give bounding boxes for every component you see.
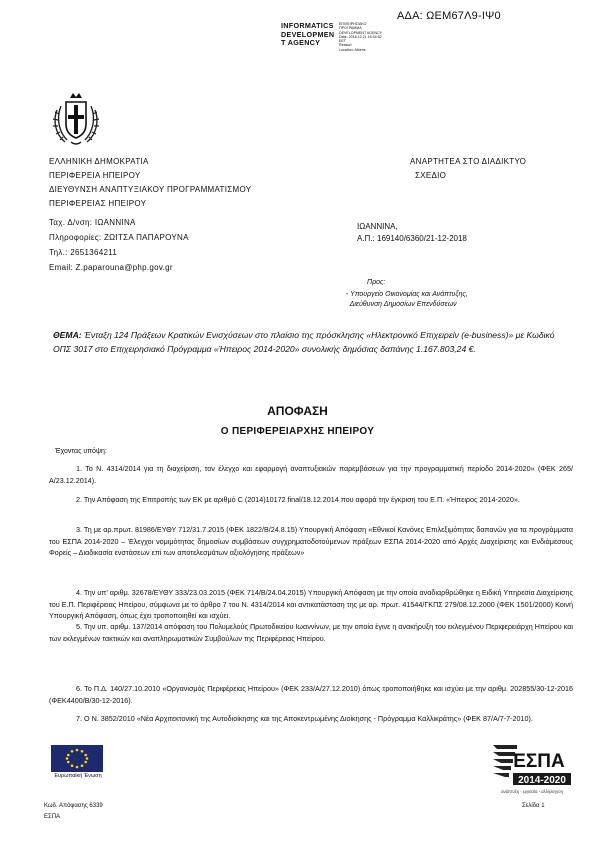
espa-title: ΕΣΠΑ [513,751,565,772]
eu-caption: Ευρωπαϊκή Ένωση [54,773,102,779]
consideration-item: 7. Ο Ν. 3852/2010 «Νέα Αρχιτεκτονική της Αυτοδιοίκησης και της Αποκεντρωμένης Διοίκησης - Πρόγραμμα Καλλικράτης» (ΦΕΚ 87/Α/7-7-2010). [76,714,533,723]
email-address: Email: Z.paparouna@php.gov.gr [49,263,173,272]
place-name: ΙΩΑΝΝΙΝΑ, [357,222,398,231]
region-name: ΠΕΡΙΦΕΡΕΙΑ ΗΠΕΙΡΟΥ [49,171,141,180]
ada-number: ΑΔΑ: ΩΕΜ67Λ9-ΙΨ0 [397,10,501,22]
agency-name-line: T AGENCY [281,38,321,48]
espa-logo-icon [491,743,573,797]
postal-address: Ταχ. Δ/νση: ΙΩΑΝΝΙΝΑ [49,218,136,227]
considering-label: Έχοντας υπόψη: [55,448,107,455]
signature-line: DEVELOPMENT AGENCY [339,30,383,35]
consideration-item: 3. Τη με αρ.πρωτ. 81986/ΕΥΘΥ 712/31.7.2015 (ΦΕΚ 1822/Β/24.8.15) Υπουργική Απόφαση «Εθνικοί Κανόνες Επιλεξιμότητας δαπανών για τα προγράμματα του ΕΣΠΑ 2014-2020 – Έλεγχοι νομιμότητας δημοσίων συμβάσεων συγχρηματοδοτούμενων πράξεων ΕΣΠΑ 2014-2020 από Αρχές Διαχείρισης και Ενδιάμεσους Φορείς – Διαδικασία ενστάσεων επί των αποτελεσμάτων αξιολόγησης πράξεων» [49,525,573,558]
decision-title: ΑΠΟΦΑΣΗ [267,404,328,418]
signature-line: ΠΡΟΓΡΑΜΜΑ [339,26,362,31]
consideration-item: 5. Την υπ. αριθμ. 137/2014 απόφαση του Πολυμελούς Πρωτοδικείου Ιωαννίνων, με την οποία έγινε η ανακήρυξη του εκλεγμένου Περιφερειάρχη Ηπείρου και των εκλεγμένων τακτικών και αναπληρωματικών Συμβούλων της Περιφέρειας Ηπείρου. [49,622,573,643]
consideration-item: 4. Την υπ' αριθμ. 32678/ΕΥΘΥ 333/23.03.2015 (ΦΕΚ 714/Β/24.04.2015) Υπουργική Απόφαση με την οποία αναδιαρθρώθηκε η Ειδική Υπηρεσία Διαχείρισης του Ε.Π. Περιφέρειας Ηπείρου, σύμφωνα με το άρθρο 7 του Ν. 4314/2014 και αντικατάσταση της με αρ. πρωτ. 41544/ΓΚΠΣ 279/08.12.2000 (ΦΕΚ 1501/2000) Κοινή Υπουργική Απόφαση, όπως έχει τροποποιηθεί και ισχύει. [49,588,573,621]
signature-line: Reason: [339,43,353,48]
consideration-item: 1. Το Ν. 4314/2014 για τη διαχείριση, τον έλεγχο και εφαρμογή αναπτυξιακών παρεμβάσεων για την προγραμματική περίοδο 2014-2020» (ΦΕΚ 265/Α/23.12.2014). [49,464,573,485]
subject-label: ΘΕΜΑ: [53,330,82,340]
agency-name-line: DEVELOPMEN [281,29,335,39]
espa-years: 2014-2020 [518,775,566,786]
agency-name [281,22,339,48]
recipient-label: Προς: [367,279,386,286]
consideration-item: 2. Την Απόφαση της Επιτροπής των ΕΚ με αριθμό C (2014)10172 final/18.12.2014 που αφορά την έγκριση του Ε.Π. «Ήπειρος 2014-2020». [76,495,520,504]
consideration-item: 6. Το Π.Δ. 140/27.10.2010 «Οργανισμός Περιφέρειας Ηπείρου» (ΦΕΚ 233/Α/27.12.2010) όπως τροποποιήθηκε και ισχύει με την αριθμ. 202855/30-12-2016 (ΦΕΚ4400/Β/30-12-2016). [49,684,573,705]
signature-line: EET [339,39,346,44]
subject [53,328,573,356]
phone-number: Τηλ.: 2651364211 [49,248,118,257]
decision-code: Κωδ. Απόφασης 6339 [44,803,103,809]
page-number: Σελίδα 1 [522,803,545,809]
directorate-region: ΠΕΡΙΦΕΡΕΙΑΣ ΗΠΕΙΡΟΥ [49,199,147,208]
agency-name-line: INFORMATICS [281,21,334,30]
protocol-number: Α.Π.: 169140/6360/21-12-2018 [357,234,467,243]
signature-line: Location: Athens [339,47,366,52]
contact-person: Πληροφορίες: ΖΩΙΤΣΑ ΠΑΠΑΡΟΥΝΑ [49,233,189,242]
decision-subtitle: Ο ΠΕΡΙΦΕΡΕΙΑΡΧΗΣ ΗΠΕΙΡΟΥ [220,426,375,437]
signature-line: ΕΠΙΧΕΙΡΗΣΙΑΚΟ [339,22,367,26]
subject-text: Ένταξη 124 Πράξεων Κρατικών Ενισχύσεων στο πλαίσιο της πρόσκλησης «Ηλεκτρονικό Επιχειρείν (e-business)» με Κωδικό ΟΠΣ 3017 στο Επιχειρησιακό Πρόγραμμα «Ήπειρος 2014-2020» συνολικής δημόσιας δαπάνης 1.167.803,24 €. [53,330,555,354]
program-label: ΕΣΠΑ [44,814,61,820]
signature-details [339,22,413,52]
recipient-line: - Υπουργείο Οικονομίας και Ανάπτυξης, [346,291,468,298]
recipient-line: Διεύθυνση Δημοσίων Επενδύσεων [346,301,457,308]
directorate-name: ΔΙΕΥΘΥΝΣΗ ΑΝΑΠΤΥΞΙΑΚΟΥ ΠΡΟΓΡΑΜΜΑΤΙΣΜΟΥ [49,185,252,194]
digital-signature-stamp [281,22,413,60]
greek-emblem-icon [51,90,101,148]
publication-note: ΑΝΑΡΤΗΤΕΑ ΣΤΟ ΔΙΑΔΙΚΤΥΟ [410,157,527,166]
signature-line: Date: 2018.12.21 16:34:52 [339,34,382,39]
draft-note: ΣΧΕΔΙΟ [415,171,447,180]
country-name: ΕΛΛΗΝΙΚΗ ΔΗΜΟΚΡΑΤΙΑ [49,157,149,166]
espa-tagline: ανάπτυξη - εργασία - αλληλεγγύη [501,789,563,794]
